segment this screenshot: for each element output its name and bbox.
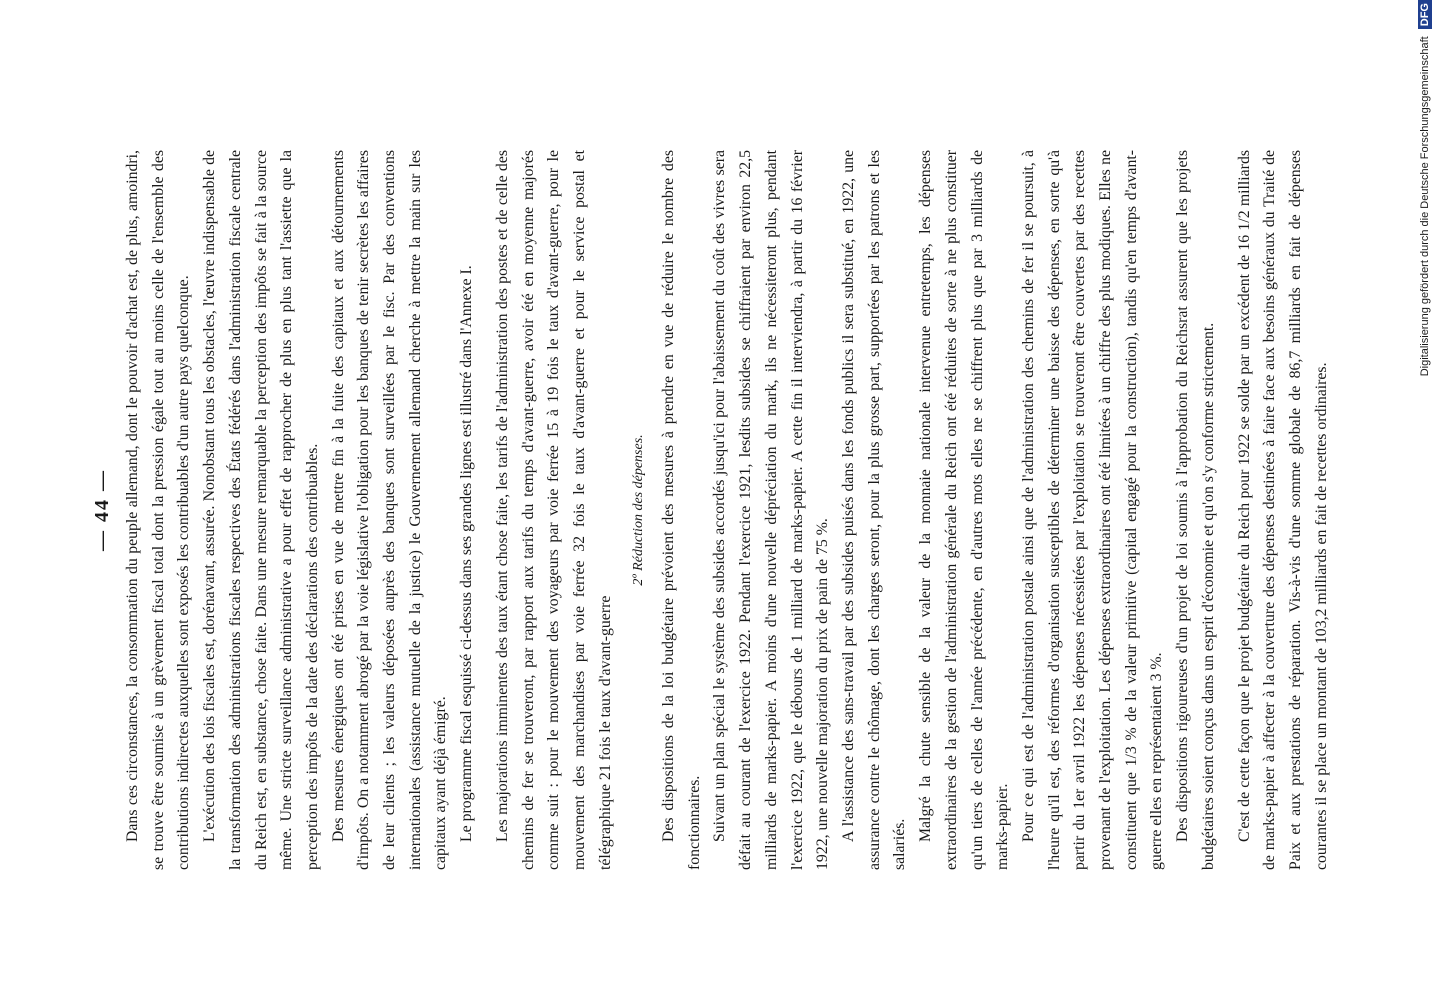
paragraph: Suivant un plan spécial le système des subsides accordés jusqu'ici pour l'abaissement du coût des vivres sera défait au courant de l'exercice 1922. Pendant l'exercice 1921, lesdits subsides se chiffraient par environ 22,5 milliards de marks-papier. A moins d'une nouvelle dépréciation du mark, ils ne nécessiteront plus, pendant l'exercice 1922, que le débours de 1 milliard de marks-papier. A cette fin il interviendra, à partir du 16 février 1922, une nouvelle majoration du prix de pain de 75 %. [711, 150, 832, 870]
paragraph: Pour ce qui est de l'administration postale ainsi que de l'administration des chemins de fer il se poursuit, à l'heure qu'il est, des réformes d'organisation susceptibles de déterminer une baisse des dépenses, en sorte qu'à partir du 1er avril 1922 les dépenses nécessitées par l'exploitation se trouveront être couvertes par des recettes provenant de l'exploitation. Les dépenses extraordinaires ont été limitées à un chiffre des plus modiques. Elles ne constituent que 1/3 % de la valeur primitive (capital engagé pour la construction), tandis qu'en temps d'avant-guerre elles en représentaient 3 %. [1019, 150, 1166, 870]
paragraph: Dans ces circonstances, la consommation du peuple allemand, dont le pouvoir d'achat est, de plus, amoindri, se trouve être soumise à un grèvement fiscal total dont la pression égale tout au moins celle de l'ensemble des contributions indirectes auxquelles sont exposés les contribuables d'un autre pays quelconque. [124, 150, 193, 870]
paragraph: Les majorations imminentes des taux étant chose faite, les tarifs de l'administration des postes et de celle des chemins de fer se trouveront, par rapport aux tarifs du temps d'avant-guerre, avoir été en moyenne majorés comme suit : pour le mouvement des voyageurs par voie ferrée 15 à 19 fois le taux d'avant-guerre, pour le mouvement des marchandises par voie ferrée 32 fois le taux d'avant-guerre et pour le service postal et télégraphique 21 fois le taux d'avant-guerre [493, 150, 614, 870]
dfg-logo: DFG [1418, 0, 1432, 29]
paragraph: Des dispositions de la loi budgétaire prévoient des mesures à prendre en vue de réduire le nombre des fonctionnaires. [660, 150, 703, 870]
page-number: — 44 — [91, 469, 113, 551]
paragraph: Le programme fiscal esquissé ci-dessus dans ses grandes lignes est illustré dans l'Annexe I. [458, 265, 476, 842]
paragraph: L'exécution des lois fiscales est, dorénavant, assurée. Nonobstant tous les obstacles, l'œuvre indispensable de la transformation des administrations fiscales respectives des États fédérés dans l'administration fiscale centrale du Reich est, en substance, chose faite. Dans une mesure remarquable la perception des impôts se fait à la source même. Une stricte surveillance administrative a pour effet de rapprocher de plus en plus tant l'assiette que la perception des impôts de la date des déclarations des contribuables. [201, 150, 321, 870]
digitization-credit [1412, 0, 1434, 1000]
paragraph: Malgré la chute sensible de la valeur de la monnaie nationale intervenue entretemps, les dépenses extraordinaires de la gestion de l'administration générale du Reich ont été réduites de sorte à ne plus constituer qu'un tiers de celles de l'année précédente, en d'autres mots elles ne se chiffrent plus que par 3 milliards de marks-papier. [917, 150, 1012, 870]
paragraph: C'est de cette façon que le projet budgétaire du Reich pour 1922 se solde par un excédent de 16 1/2 milliards de marks-papier à affecter à la couverture des dépenses destinées à faire face aux besoins généraux du Traité de Paix et aux prestations de réparation. Vis-à-vis d'une somme globale de 86,7 milliards en fait de dépenses courantes il se place un montant de 103,2 milliards en fait de recettes ordinaires. [1235, 150, 1330, 870]
page-body [120, 150, 1334, 870]
digitization-credit-text-wrap [1414, 0, 1434, 780]
digitization-credit-text: Digitalisierung gefördert durch die Deutsche Forschungsgemeinschaft [1419, 36, 1431, 377]
rotated-page [84, 150, 1344, 870]
paragraph: A l'assistance des sans-travail par des subsides puisés dans les fonds publics il sera substitué, en 1922, une assurance contre le chômage, dont les charges seront, pour la plus grosse part, supportées par les patrons et les salariés. [839, 150, 909, 870]
section-heading: 2º Réduction des dépenses. [631, 434, 647, 586]
paragraph: Des mesures énergiques ont été prises en vue de mettre fin à la fuite des capitaux et aux détournements d'impôts. On a notamment abrogé par la voie législative l'obligation pour les banques de tenir secrètes les affaires de leur clients ; les valeurs déposées auprès des banques sont surveillées par le fisc. Par des conventions internationales (assistance mutuelle de la justice) le Gouvernement allemand cherche à mettre la main sur les capitaux ayant déjà émigré. [329, 150, 450, 870]
paragraph: Des dispositions rigoureuses d'un projet de loi soumis à l'approbation du Reichsrat assurent que les projets budgétaires soient conçus dans un esprit d'économie et qu'on s'y conforme strictement. [1174, 150, 1217, 870]
